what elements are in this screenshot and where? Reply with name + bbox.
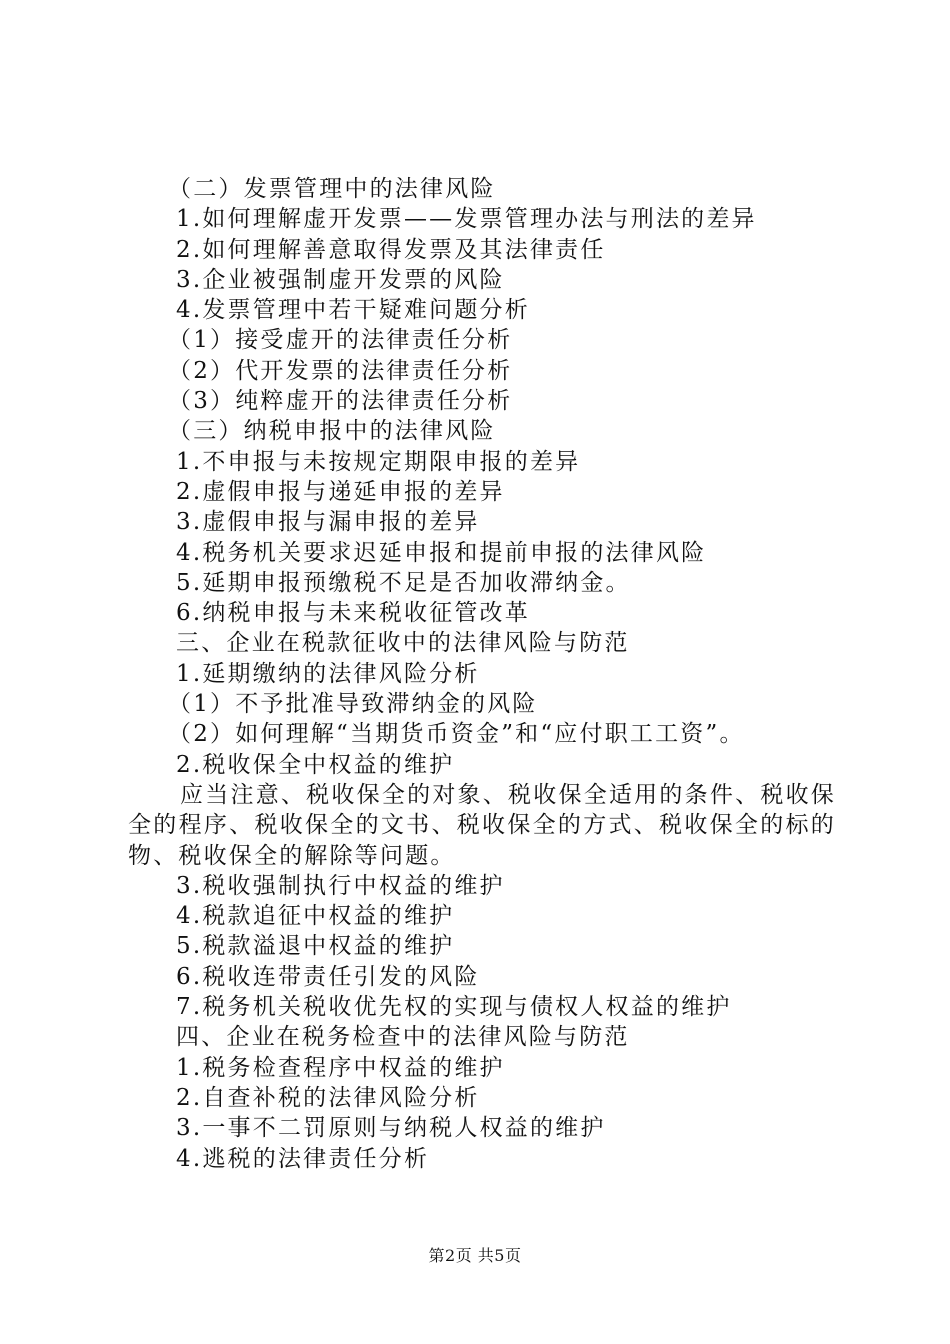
list-item: 6.纳税申报与未来税收征管改革 (176, 600, 530, 627)
list-item: 1.如何理解虚开发票——发票管理办法与刑法的差异 (176, 206, 757, 233)
list-item: 5.税款溢退中权益的维护 (176, 933, 455, 960)
list-item: 5.延期申报预缴税不足是否加收滞纳金。 (176, 569, 631, 596)
body-paragraph: 应当注意、税收保全的对象、税收保全适用的条件、税收保全的程序、税收保全的文书、税收保全的方式、税收保全的标的物、税收保全的解除等问题。 (128, 781, 836, 869)
sub-list-item: （2）如何理解“当期货币资金”和“应付职工工资”。 (168, 721, 745, 748)
list-item: 4.发票管理中若干疑难问题分析 (176, 297, 530, 324)
section-heading: 四、企业在税务检查中的法律风险与防范 (176, 1024, 630, 1051)
section-heading: （二）发票管理中的法律风险 (168, 176, 496, 202)
list-item: 4.税款追征中权益的维护 (176, 903, 455, 930)
sub-list-item: （1）接受虚开的法律责任分析 (168, 327, 513, 354)
list-item: 2.自查补税的法律风险分析 (176, 1084, 480, 1111)
sub-list-item: （3）纯粹虚开的法律责任分析 (168, 388, 513, 415)
list-item: 2.如何理解善意取得发票及其法律责任 (176, 236, 606, 263)
list-item: 1.不申报与未按规定期限申报的差异 (176, 448, 581, 475)
sub-list-item: （1）不予批准导致滞纳金的风险 (168, 691, 538, 718)
page-number-footer: 第2页 共5页 (428, 1246, 522, 1265)
sub-list-item: （2）代开发票的法律责任分析 (168, 357, 513, 384)
list-item: 3.一事不二罚原则与纳税人权益的维护 (176, 1115, 606, 1142)
list-item: 7.税务机关税收优先权的实现与债权人权益的维护 (176, 994, 732, 1021)
list-item: 1.延期缴纳的法律风险分析 (176, 660, 480, 687)
list-item: 3.税收强制执行中权益的维护 (176, 872, 505, 899)
list-item: 3.虚假申报与漏申报的差异 (176, 509, 480, 536)
list-item: 2.虚假申报与递延申报的差异 (176, 478, 505, 505)
section-heading: （三）纳税申报中的法律风险 (168, 418, 496, 445)
section-heading: 三、企业在税款征收中的法律风险与防范 (176, 630, 630, 657)
list-item: 6.税收连带责任引发的风险 (176, 963, 480, 990)
list-item: 4.逃税的法律责任分析 (176, 1145, 430, 1172)
list-item: 1.税务检查程序中权益的维护 (176, 1054, 505, 1081)
list-item: 2.税收保全中权益的维护 (176, 751, 455, 778)
list-item: 3.企业被强制虚开发票的风险 (176, 266, 505, 293)
list-item: 4.税务机关要求迟延申报和提前申报的法律风险 (176, 539, 707, 566)
document-body (128, 174, 836, 1174)
